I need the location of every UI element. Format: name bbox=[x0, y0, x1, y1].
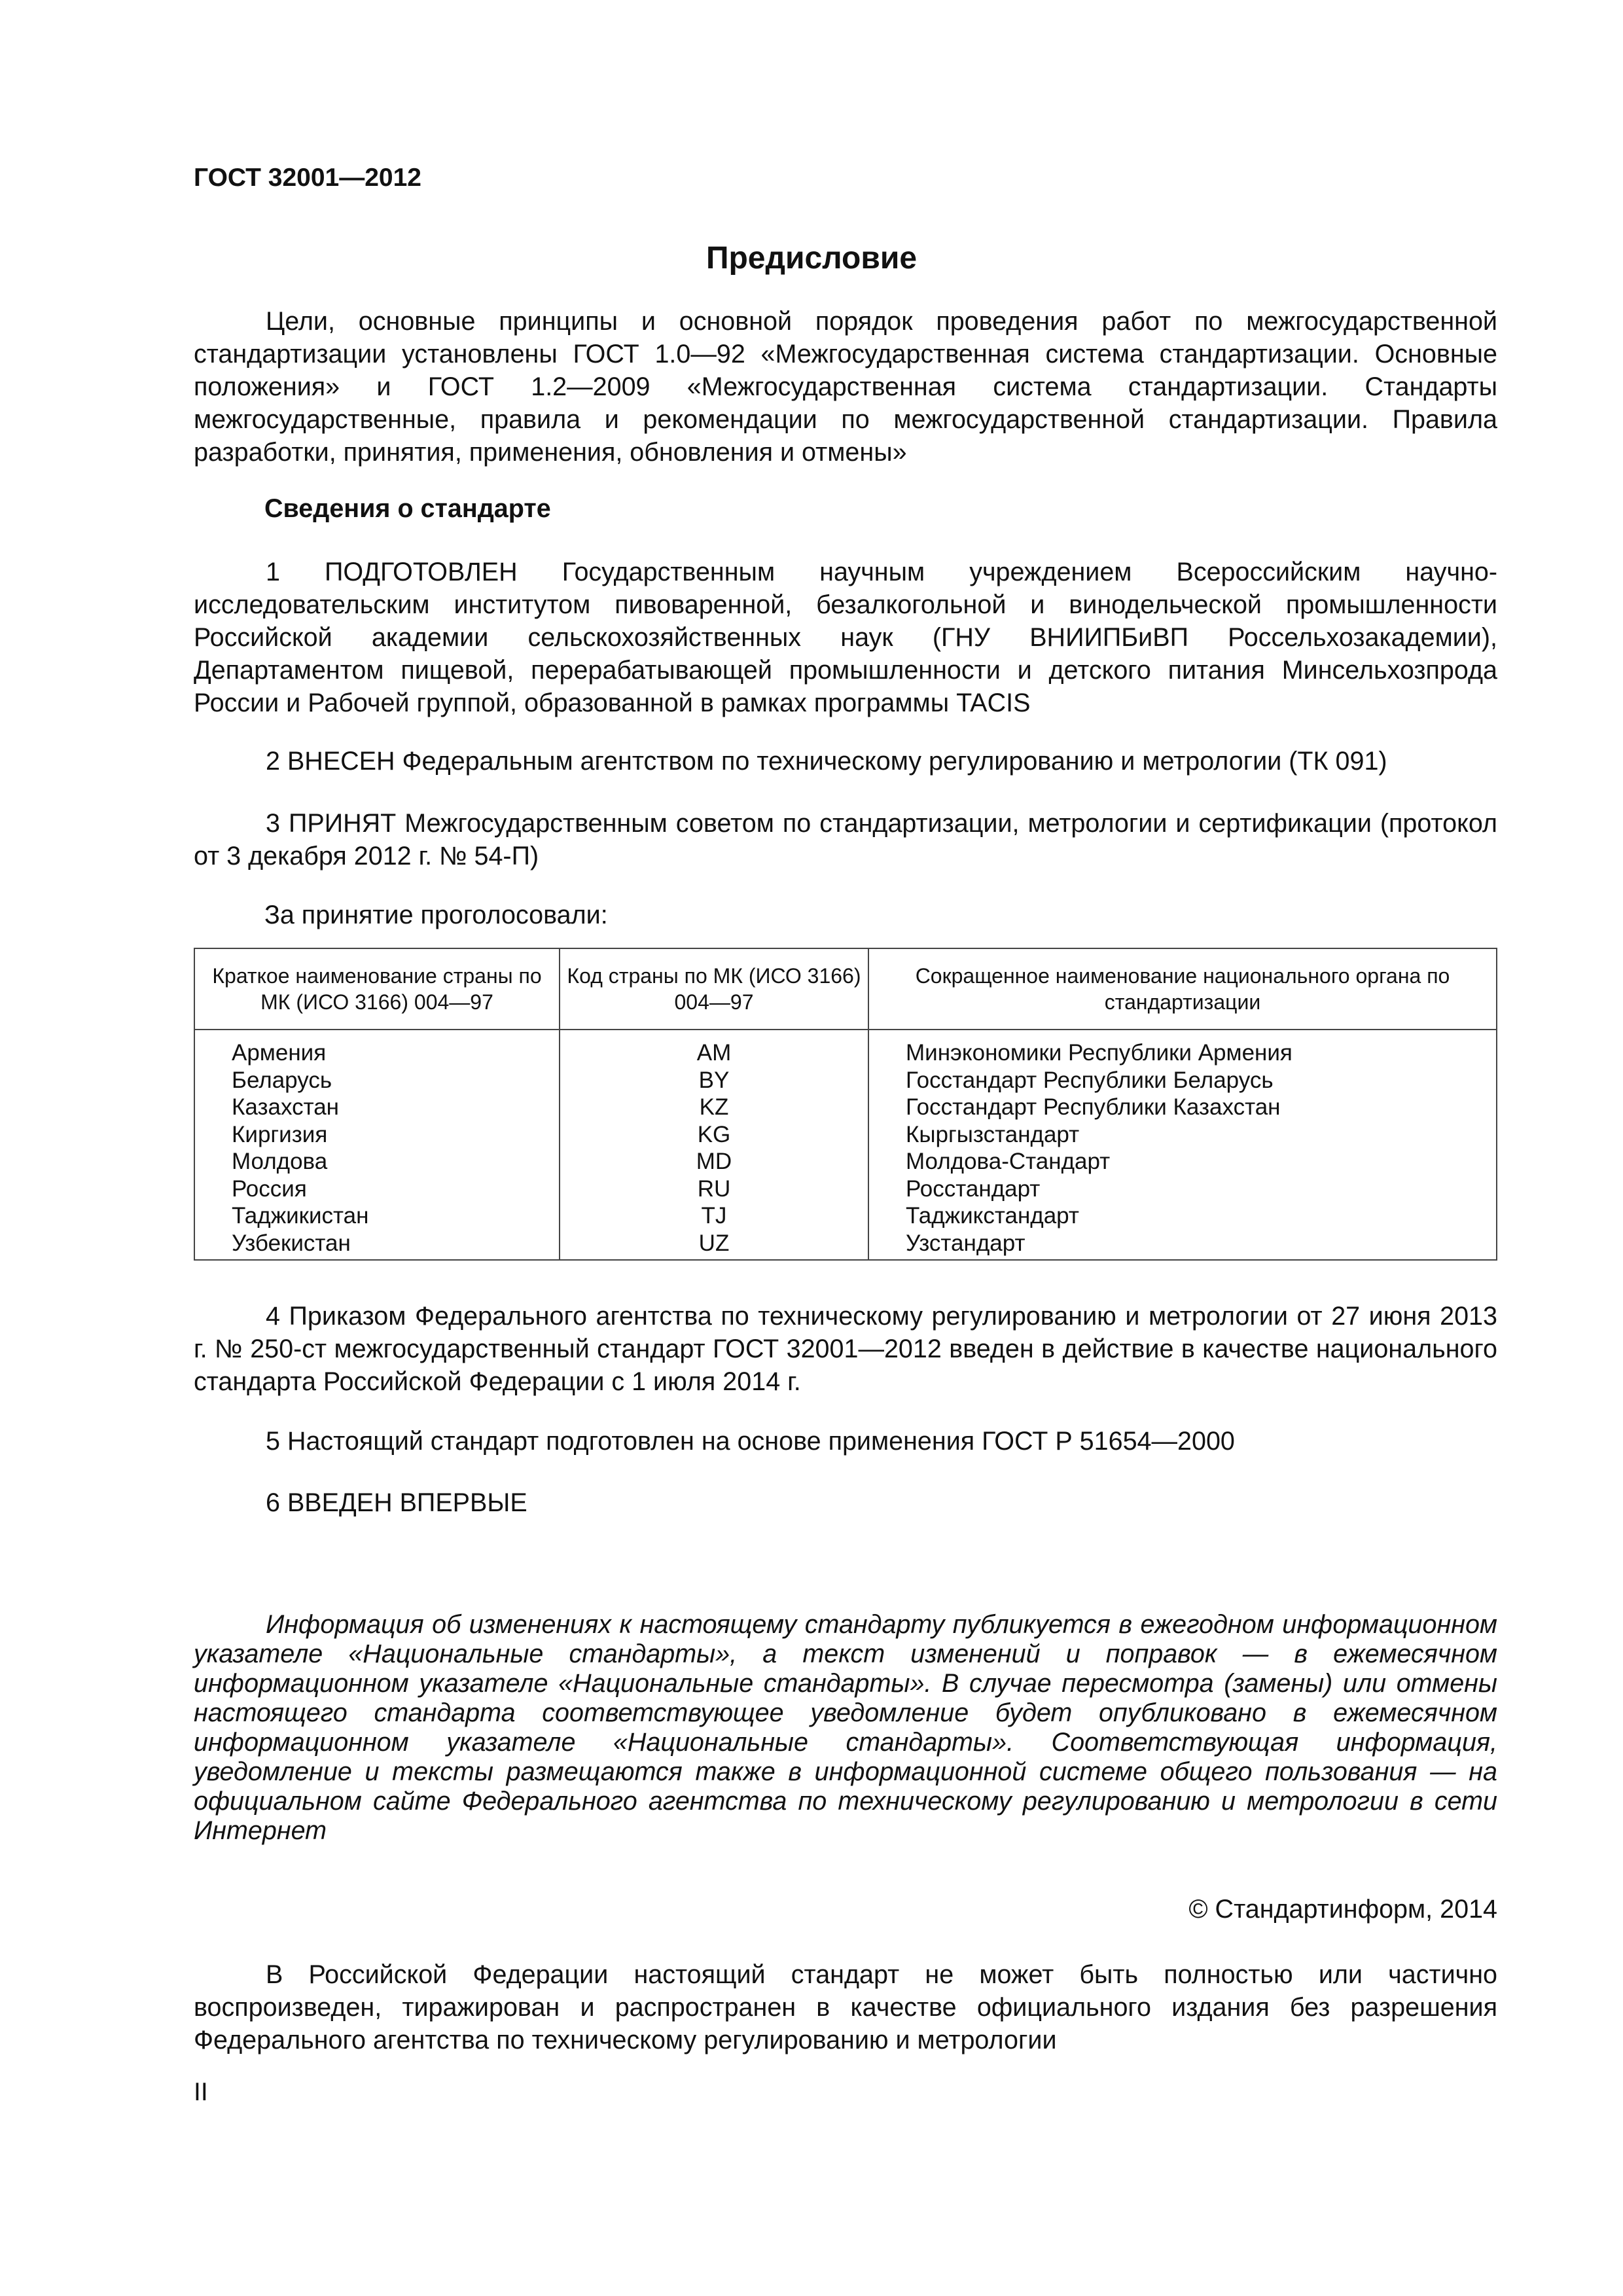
table-header-row bbox=[194, 948, 1497, 1030]
item-order: 4 Приказом Федерального агентства по техническому регулированию и метрологии от 27 июня 2013 г. № 250-ст межгосударственный стандарт ГОСТ 32001—2012 введен в действие в качестве национального стандарта Российской Федерации с 1 июля 2014 г. bbox=[194, 1302, 1497, 1396]
table-row bbox=[194, 1202, 1497, 1230]
reproduction-notice: В Российской Федерации настоящий стандарт не может быть полностью или частично воспроизведен, тиражирован и распространен в качестве официального издания без разрешения Федерального агентства по техническому регулированию и метрологии bbox=[194, 1960, 1497, 2054]
country-name: Молдова bbox=[194, 1148, 560, 1175]
item-adopted: 3 ПРИНЯТ Межгосударственным советом по стандартизации, метрологии и сертификации (протокол от 3 декабря 2012 г. № 54-П) bbox=[194, 809, 1497, 870]
country-name: Таджикистан bbox=[194, 1202, 560, 1230]
standards-body: Молдова-Стандарт bbox=[868, 1148, 1497, 1175]
standard-info-heading: Сведения о стандарте bbox=[264, 494, 551, 523]
country-code: BY bbox=[560, 1067, 868, 1094]
country-name: Узбекистан bbox=[194, 1230, 560, 1261]
page-number: II bbox=[194, 2078, 208, 2106]
item-prepared: 1 ПОДГОТОВЛЕН Государственным научным учреждением Всероссийским научно-исследовательским институтом пивоваренной, безалкогольной и винодельческой промышленности Российской академии сельскохозяйственных наук (ГНУ ВНИИПБиВП Россельхозакадемии), Департаментом пищевой, перерабатывающей промышленности и детского питания Минсельхозпрода России и Рабочей группой, образованной в рамках программы TACIS bbox=[194, 558, 1497, 717]
country-code: KZ bbox=[560, 1094, 868, 1121]
table-row bbox=[194, 1067, 1497, 1094]
country-name: Беларусь bbox=[194, 1067, 560, 1094]
standards-body: Госстандарт Республики Беларусь bbox=[868, 1067, 1497, 1094]
country-code: AM bbox=[560, 1030, 868, 1067]
copyright-notice: © Стандартинформ, 2014 bbox=[1188, 1895, 1497, 1924]
table-row bbox=[194, 1148, 1497, 1175]
country-code: KG bbox=[560, 1121, 868, 1149]
country-name: Армения bbox=[194, 1030, 560, 1067]
table-row bbox=[194, 1030, 1497, 1067]
item-basis: 5 Настоящий стандарт подготовлен на основе применения ГОСТ Р 51654—2000 bbox=[266, 1427, 1235, 1456]
standards-body: Узстандарт bbox=[868, 1230, 1497, 1261]
standards-body: Госстандарт Республики Казахстан bbox=[868, 1094, 1497, 1121]
table-row bbox=[194, 1121, 1497, 1149]
header-standards-body: Сокращенное наименование национального органа по стандартизации bbox=[868, 948, 1497, 1030]
document-code: ГОСТ 32001—2012 bbox=[194, 164, 421, 192]
header-country-code: Код страны по МК (ИСО 3166) 004—97 bbox=[560, 948, 868, 1030]
intro-paragraph: Цели, основные принципы и основной порядок проведения работ по межгосударственной стандартизации установлены ГОСТ 1.0—92 «Межгосударственная система стандартизации. Основные положения» и ГОСТ 1.2—2009 «Межгосударственная система стандартизации. Стандарты межгосударственные, правила и рекомендации по межгосударственной стандартизации. Правила разработки, принятия, применения, обновления и отмены» bbox=[194, 307, 1497, 467]
member-countries-table bbox=[194, 948, 1497, 1261]
country-code: TJ bbox=[560, 1202, 868, 1230]
change-info-paragraph: Информация об изменениях к настоящему стандарту публикуется в ежегодном информационном указателе «Национальные стандарты», а текст изменений и поправок — в ежемесячном информационном указателе «Национальные стандарты». В случае пересмотра (замены) или отмены настоящего стандарта соответствующее уведомление будет опубликовано в ежемесячном информационном указателе «Национальные стандарты». Соответствующая информация, уведомление и тексты размещаются также в информационной системе общего пользования — на официальном сайте Федерального агентства по техническому регулированию и метрологии в сети Интернет bbox=[194, 1610, 1497, 1845]
header-country-name: Краткое наименование страны по МК (ИСО 3166) 004—97 bbox=[194, 948, 560, 1030]
standards-body: Росстандарт bbox=[868, 1175, 1497, 1203]
country-code: MD bbox=[560, 1148, 868, 1175]
standards-body: Минэкономики Республики Армения bbox=[868, 1030, 1497, 1067]
item-introduced: 2 ВНЕСЕН Федеральным агентством по техническому регулированию и метрологии (ТК 091) bbox=[266, 747, 1387, 776]
standards-body: Таджикстандарт bbox=[868, 1202, 1497, 1230]
country-name: Казахстан bbox=[194, 1094, 560, 1121]
page-title: Предисловие bbox=[705, 241, 918, 276]
table-row bbox=[194, 1230, 1497, 1261]
country-code: UZ bbox=[560, 1230, 868, 1261]
country-name: Россия bbox=[194, 1175, 560, 1203]
country-code: RU bbox=[560, 1175, 868, 1203]
item-first-time: 6 ВВЕДЕН ВПЕРВЫЕ bbox=[266, 1488, 527, 1517]
country-name: Киргизия bbox=[194, 1121, 560, 1149]
voted-label: За принятие проголосовали: bbox=[264, 901, 608, 929]
standards-body: Кыргызстандарт bbox=[868, 1121, 1497, 1149]
table-row bbox=[194, 1094, 1497, 1121]
table-row bbox=[194, 1175, 1497, 1203]
